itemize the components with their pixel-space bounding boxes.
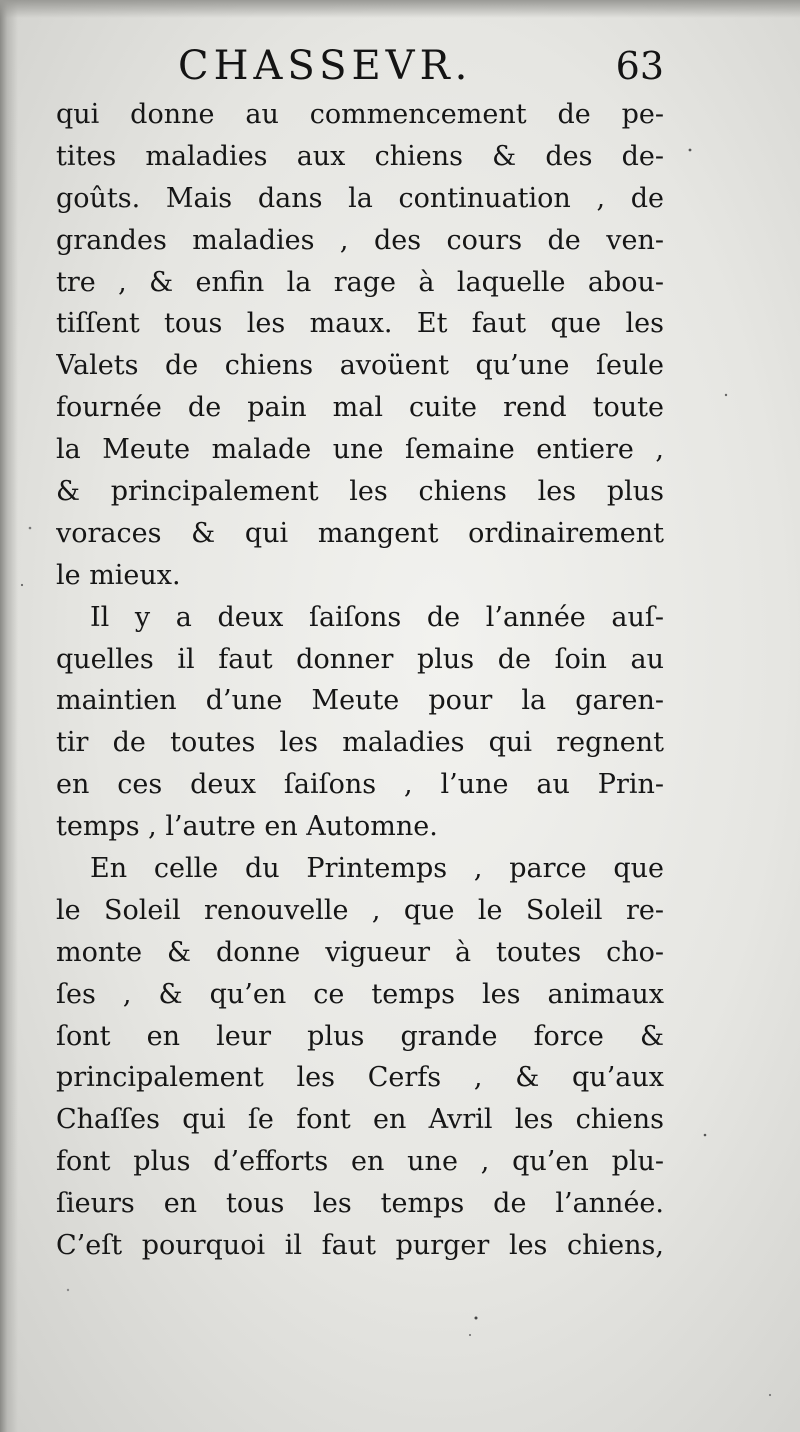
page-header — [56, 38, 664, 94]
text-line: font plus d’efforts en une , qu’en plu- — [56, 1146, 664, 1178]
text-line: ſieurs en tous les temps de l’année. — [56, 1188, 664, 1220]
text-line: la Meute malade une ſemaine entiere , — [56, 434, 664, 466]
page-top-shadow — [0, 0, 800, 18]
text-line: en ces deux ſaiſons , l’une au Prin- — [56, 769, 664, 801]
page-number: 63 — [615, 44, 664, 88]
text-line: principalement les Cerfs , & qu’aux — [56, 1062, 664, 1094]
paragraph-start-line: Il y a deux ſaiſons de l’année auſ- — [90, 601, 664, 633]
paragraph-end-line: le mieux. — [56, 559, 181, 591]
body-text — [56, 94, 664, 1267]
text-line: grandes maladies , des cours de ven- — [56, 224, 664, 256]
text-line: ſes , & qu’en ce temps les animaux — [56, 978, 664, 1010]
text-line: Valets de chiens avoüent qu’une ſeule — [56, 350, 664, 382]
text-line: ſont en leur plus grande force & — [56, 1020, 664, 1052]
text-line: tiſſent tous les maux. Et faut que les — [56, 308, 664, 340]
text-line: qui donne au commencement de pe- — [56, 99, 664, 130]
text-line: & principalement les chiens les plus — [56, 476, 664, 508]
text-line: voraces & qui mangent ordinairement — [56, 517, 664, 549]
page-gutter-shadow — [0, 0, 18, 1432]
text-line: monte & donne vigueur à toutes cho- — [56, 936, 664, 968]
text-line: maintien d’une Meute pour la garen- — [56, 685, 664, 717]
text-line: fournée de pain mal cuite rend toute — [56, 392, 664, 424]
text-line: le Soleil renouvelle , que le Soleil re- — [56, 894, 664, 926]
text-line: tre , & enfin la rage à laquelle abou- — [56, 266, 664, 298]
paragraph-end-line: temps , l’autre en Automne. — [56, 811, 438, 843]
paragraph-start-line: En celle du Printemps , parce que — [90, 853, 664, 885]
text-line: tir de toutes les maladies qui regnent — [56, 727, 664, 759]
text-line: Chaſſes qui ſe font en Avril les chiens — [56, 1104, 664, 1136]
text-line: goûts. Mais dans la continuation , de — [56, 182, 664, 214]
text-line: tites maladies aux chiens & des de- — [56, 140, 664, 172]
text-line: C’eſt pourquoi il faut purger les chiens, — [56, 1230, 664, 1262]
text-line: quelles il faut donner plus de ſoin au — [56, 643, 664, 675]
running-head: CHASSEVR. — [178, 43, 473, 89]
